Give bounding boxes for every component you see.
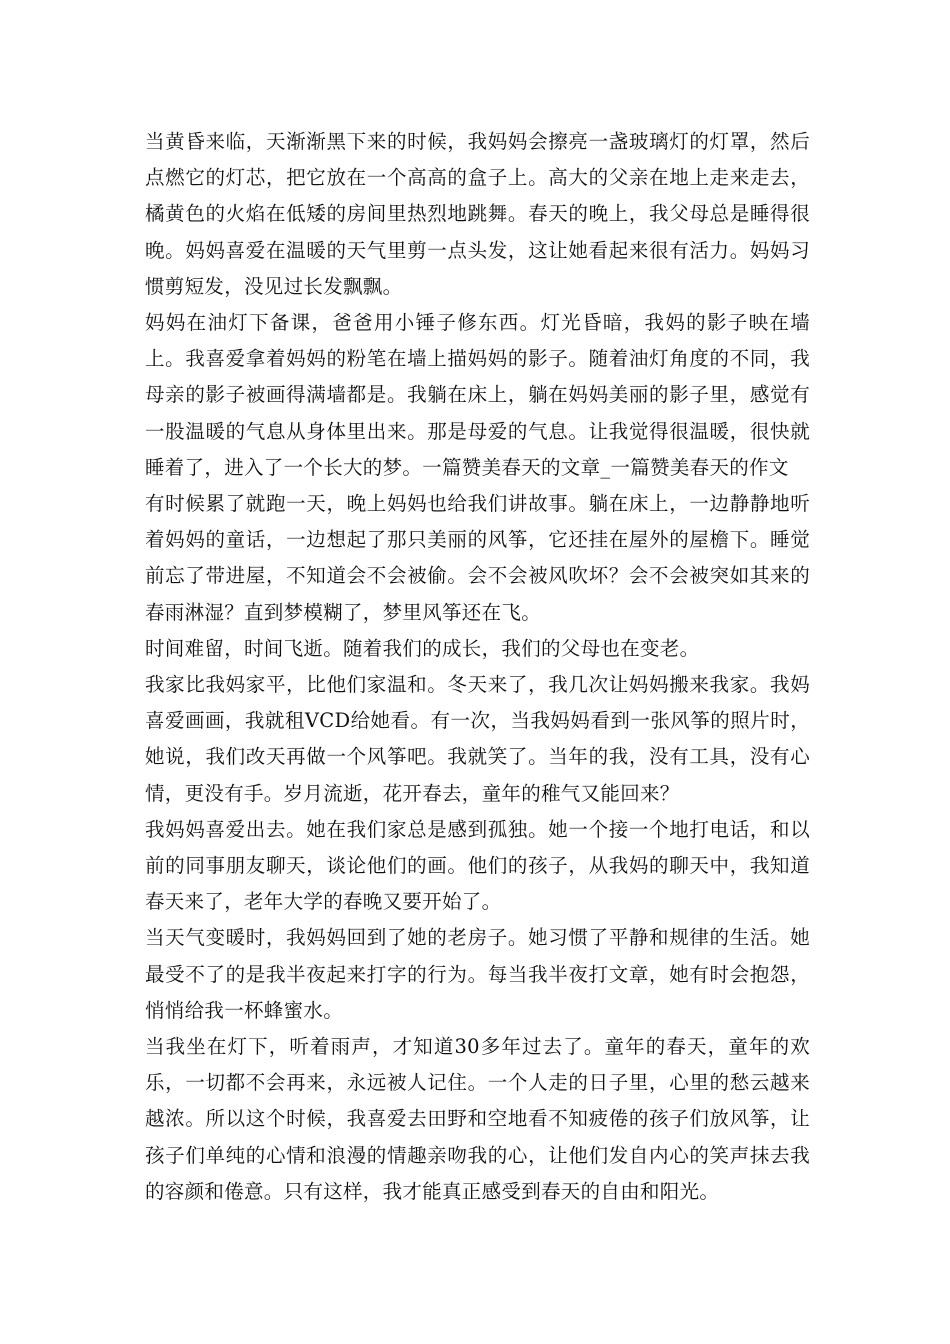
article-body xyxy=(145,124,810,1210)
paragraph: 我妈妈喜爱出去。她在我们家总是感到孤独。她一个接一个地打电话，和以前的同事朋友聊天，谈论他们的画。他们的孩子，从我妈的聊天中，我知道春天来了，老年大学的春晚又要开始了。 xyxy=(145,817,810,914)
paragraph: 当我坐在灯下，听着雨声，才知道30多年过去了。童年的春天，童年的欢乐，一切都不会再来，永远被人记住。一个人走的日子里，心里的愁云越来越浓。所以这个时候，我喜爱去田野和空地看不知疲倦的孩子们放风筝，让孩子们单纯的心情和浪漫的情趣亲吻我的心，让他们发自内心的笑声抹去我的容颜和倦意。只有这样，我才能真正感受到春天的自由和阳光。 xyxy=(145,1035,810,1203)
paragraph: 当天气变暖时，我妈妈回到了她的老房子。她习惯了平静和规律的生活。她最受不了的是我半夜起来打字的行为。每当我半夜打文章，她有时会抱怨，悄悄给我一杯蜂蜜水。 xyxy=(145,926,810,1022)
paragraph: 时间难留，时间飞逝。随着我们的成长，我们的父母也在变老。 xyxy=(145,636,700,660)
paragraph: 有时候累了就跑一天，晚上妈妈也给我们讲故事。躺在床上，一边静静地听着妈妈的童话，一边想起了那只美丽的风筝，它还挂在屋外的屋檐下。睡觉前忘了带进屋，不知道会不会被偷。会不会被风吹坏？会不会被突如其来的春雨淋湿？直到梦模糊了，梦里风筝还在飞。 xyxy=(145,492,810,624)
paragraph: 我家比我妈家平，比他们家温和。冬天来了，我几次让妈妈搬来我家。我妈喜爱画画，我就租VCD给她看。有一次，当我妈妈看到一张风筝的照片时，她说，我们改天再做一个风筝吧。我就笑了。当年的我，没有工具，没有心情，更没有手。岁月流逝，花开春去，童年的稚气又能回来？ xyxy=(145,673,810,805)
paragraph: 妈妈在油灯下备课，爸爸用小锤子修东西。灯光昏暗，我妈的影子映在墙上。我喜爱拿着妈妈的粉笔在墙上描妈妈的影子。随着油灯角度的不同，我母亲的影子被画得满墙都是。我躺在床上，躺在妈妈美丽的影子里，感觉有一股温暖的气息从身体里出来。那是母爱的气息。让我觉得很温暖，很快就睡着了，进入了一个长大的梦。一篇赞美春天的文章_一篇赞美春天的作文 xyxy=(145,311,810,479)
paragraph: 当黄昏来临，天渐渐黑下来的时候，我妈妈会擦亮一盏玻璃灯的灯罩，然后点燃它的灯芯，把它放在一个高高的盒子上。高大的父亲在地上走来走去，橘黄色的火焰在低矮的房间里热烈地跳舞。春天的晚上，我父母总是睡得很晚。妈妈喜爱在温暖的天气里剪一点头发，这让她看起来很有活力。妈妈习惯剪短发，没见过长发飘飘。 xyxy=(145,130,810,298)
